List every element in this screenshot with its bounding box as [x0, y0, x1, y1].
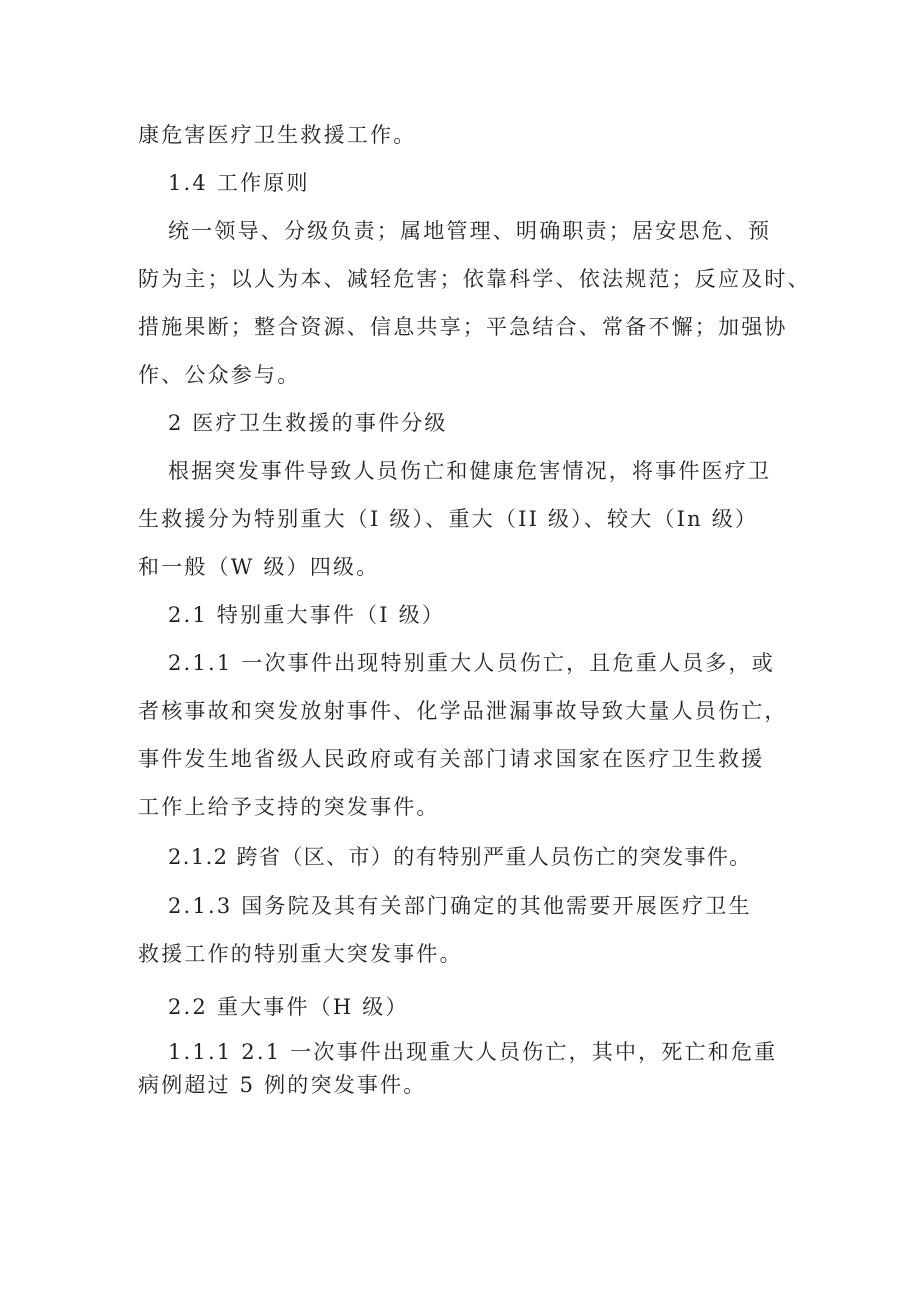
section-heading-2-2: 2.2 重大事件（H 级）	[168, 995, 409, 1019]
principles-line-4: 作、公众参与。	[138, 363, 301, 387]
section-heading-2-1: 2.1 特别重大事件（I 级）	[168, 603, 446, 627]
item-2-1-1-line-2: 者核事故和突发放射事件、化学品泄漏事故导致大量人员伤亡，	[138, 699, 788, 723]
item-2-1-1-line-3: 事件发生地省级人民政府或有关部门请求国家在医疗卫生救援	[138, 747, 765, 771]
item-2-1-2: 2.1.2 跨省（区、市）的有特别严重人员伤亡的突发事件。	[168, 845, 752, 869]
item-1-1-1-line-2: 病例超过 5 例的突发事件。	[138, 1073, 427, 1097]
section-heading-1-4: 1.4 工作原则	[168, 171, 310, 195]
principles-line-1: 统一领导、分级负责；属地管理、明确职责；居安思危、预	[168, 219, 772, 243]
paragraph-continuation: 康危害医疗卫生救援工作。	[138, 123, 417, 147]
item-2-1-1-line-4: 工作上给予支持的突发事件。	[138, 795, 440, 819]
item-2-1-3-line-2: 救援工作的特别重大突发事件。	[138, 942, 463, 966]
section-heading-2: 2 医疗卫生救援的事件分级	[168, 411, 448, 435]
grading-line-3: 和一般（W 级）四级。	[138, 555, 380, 579]
item-2-1-3-line-1: 2.1.3 国务院及其有关部门确定的其他需要开展医疗卫生	[168, 894, 752, 918]
item-2-1-1-line-1: 2.1.1 一次事件出现特别重大人员伤亡，且危重人员多，或	[168, 651, 775, 675]
item-1-1-1-line-1: 1.1.1 2.1 一次事件出现重大人员伤亡，其中，死亡和危重	[168, 1040, 778, 1064]
principles-line-3: 措施果断；整合资源、信息共享；平急结合、常备不懈；加强协	[138, 315, 788, 339]
principles-line-2: 防为主；以人为本、减轻危害；依靠科学、依法规范；反应及时、	[138, 267, 811, 291]
grading-line-1: 根据突发事件导致人员伤亡和健康危害情况，将事件医疗卫	[168, 459, 772, 483]
grading-line-2: 生救援分为特别重大（I 级）、重大（II 级）、较大（In 级）	[138, 507, 759, 531]
